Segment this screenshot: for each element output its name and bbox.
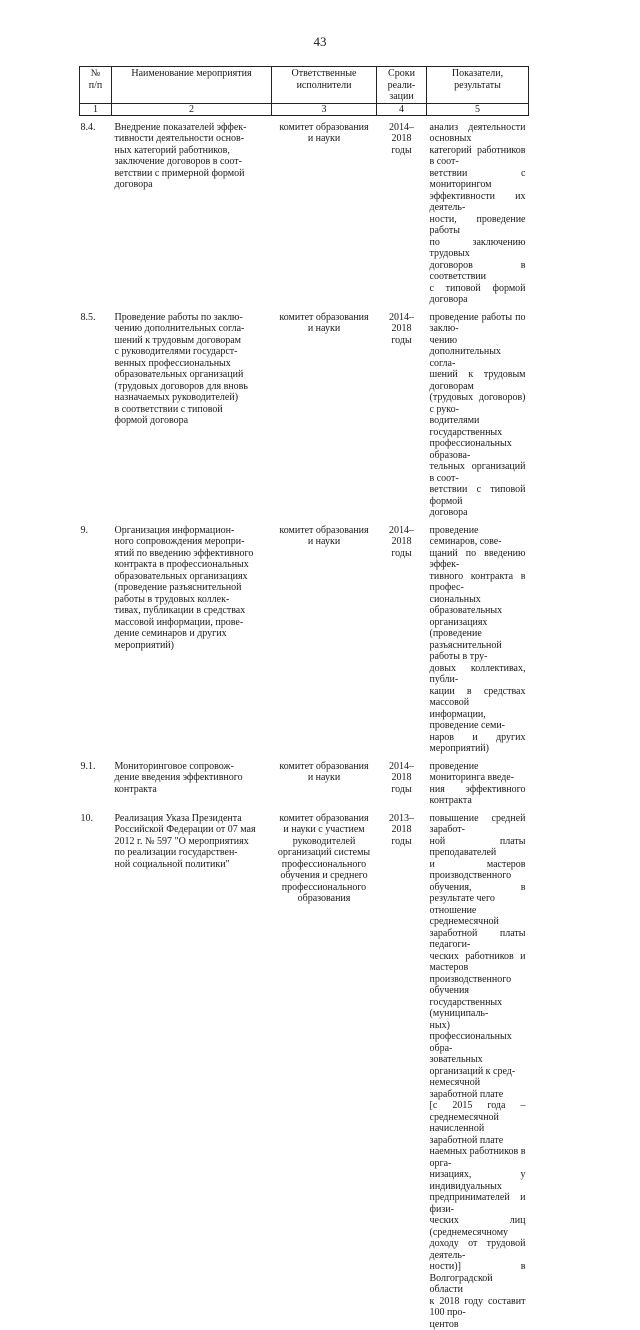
header-term: Сроки реали- зации [377,67,427,104]
event-term: 2014–2018 годы [377,519,427,755]
event-term: 2014–2018 годы [377,115,427,306]
event-result: повышение средней заработ- ной платы преподавателей и мастеров производственного обучения, в результате чего отношение среднемесячной заработной платы педагоги- ческих работников и мастеров производственного обучения государственных (муниципаль- ных) профессиональных обра- зовательных организаций к сред- немесячной заработной плате [с 2015 года – среднемесячной начисленной заработной плате наемных работников в орга- низациях, у индивидуальных предпринимателей и физи- ческих лиц (среднемесячному доходу от трудовой деятель- ности)] в Волгоградской области к 2018 году составит 100 про- центов [427,807,529,1330]
column-number: 2 [112,103,272,115]
event-executors: комитет образования и науки [272,115,377,306]
column-number: 3 [272,103,377,115]
column-number: 5 [427,103,529,115]
event-name: Проведение работы по заклю- чению дополнительных согла- шений к трудовым договорам с руководителями государст- венных профессиональных образовательных организаций (трудовых договоров для вновь назначаемых руководителей) в соответствии с типовой формой договора [112,306,272,519]
event-executors: комитет образования и науки [272,306,377,519]
event-result: анализ деятельности основных категорий работников в соот- ветствии с мониторингом эффективности их деятель- ности, проведение работы по заключению трудовых договоров в соответствии с типовой формой договора [427,115,529,306]
event-term: 2014–2018 годы [377,306,427,519]
event-name: Внедрение показателей эффек- тивности деятельности основ- ных категорий работников, заключение договоров в соот- ветствии с примерной формой договора [112,115,272,306]
event-name: Организация информацион- ного сопровождения меропри- ятий по введению эффективного контракта в профессиональных образовательных организациях (проведение разъяснительной работы в трудовых коллек- тивах, публикации в средствах массовой информации, прове- дение семинаров и других мероприятий) [112,519,272,755]
header-event-name: Наименование мероприятия [112,67,272,104]
row-number: 9. [80,519,112,755]
event-result: проведение семинаров, сове- щаний по введению эффек- тивного контракта в профес- сиональных образовательных организациях (проведение разъяснительной работы в тру- довых коллективах, публи- кации в средствах массовой информации, проведение семи- наров и других мероприятий) [427,519,529,755]
table-row [80,807,529,1330]
row-number: 8.4. [80,115,112,306]
event-result: проведение мониторинга введе- ния эффективного контракта [427,755,529,807]
row-number: 10. [80,807,112,1330]
event-result: проведение работы по заклю- чению дополнительных согла- шений к трудовым договорам (трудовых договоров) с руко- водителями государственных профессиональных образова- тельных организаций в соот- ветствии с типовой формой договора [427,306,529,519]
header-results: Показатели, результаты [427,67,529,104]
table-row [80,519,529,755]
column-number: 1 [80,103,112,115]
event-term: 2014–2018 годы [377,755,427,807]
event-executors: комитет образования и науки [272,519,377,755]
event-executors: комитет образования и науки [272,755,377,807]
event-executors: комитет образования и науки с участием руководителей организаций системы профессионального обучения и среднего профессионального образования [272,807,377,1330]
header-number: № п/п [80,67,112,104]
page-number: 43 [0,34,640,50]
table-header-row [80,67,529,104]
column-number: 4 [377,103,427,115]
table-row [80,306,529,519]
row-number: 9.1. [80,755,112,807]
row-number: 8.5. [80,306,112,519]
events-table [79,66,529,1330]
event-name: Мониторинговое сопровож- дение введения эффективного контракта [112,755,272,807]
table-row [80,755,529,807]
event-name: Реализация Указа Президента Российской Федерации от 07 мая 2012 г. № 597 "О мероприятиях по реализации государствен- ной социальной политики" [112,807,272,1330]
event-term: 2013–2018 годы [377,807,427,1330]
column-numbers-row [80,103,529,115]
table-row [80,115,529,306]
header-executors: Ответственные исполнители [272,67,377,104]
